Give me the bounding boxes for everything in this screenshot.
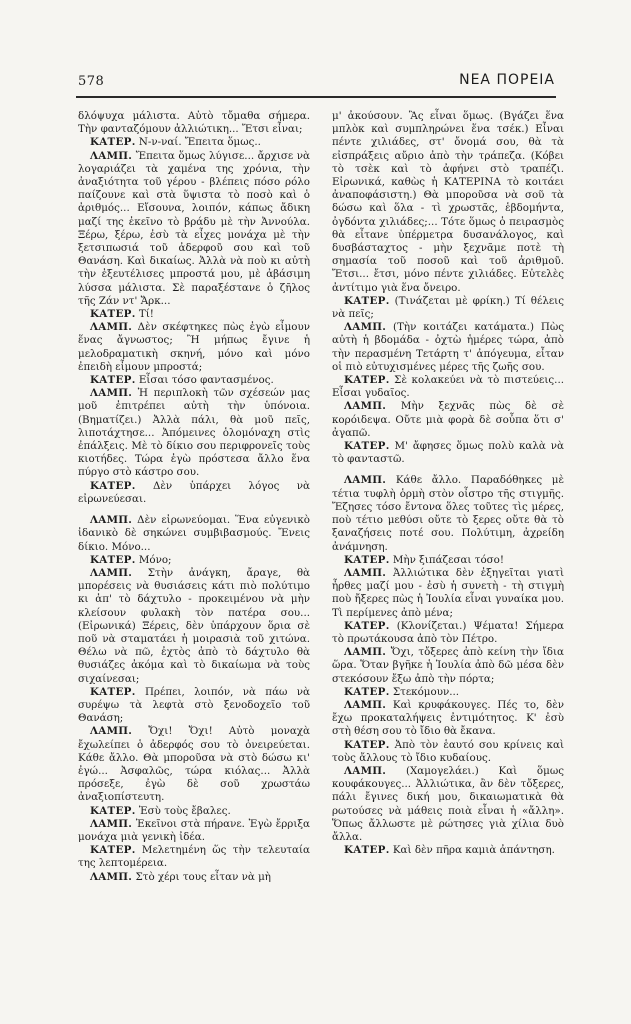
dialogue-text: Μόνο; xyxy=(138,553,172,566)
speaker-name: ΛΑΜΠ. xyxy=(90,870,133,883)
dialogue-text: Δὲν ὑπάρχει λόγος νὰ εἰρωνεύεσαι. xyxy=(78,479,310,505)
dialogue-paragraph xyxy=(78,844,310,870)
dialogue-text: Δὲν σκέφτηκες πὼς ἐγὼ εἶμουν ἕνας ἄγνωστος; Ἢ μήπως ἔγινε ἡ μελοδραματικὴ σκηνή, μόνο καὶ μόνο ἐπειδὴ εἶμουν μπροστά; xyxy=(78,321,310,373)
speaker-name: ΛΑΜΠ. xyxy=(90,817,133,830)
page-header xyxy=(78,72,555,94)
speaker-name: ΛΑΜΠ. xyxy=(90,566,133,579)
dialogue-paragraph xyxy=(78,567,310,686)
speaker-name: ΛΑΜΠ. xyxy=(90,387,133,400)
dialogue-text: Ὄχι! Ὄχι! Αὐτὸ μοναχὰ ἔχωλείπει ὁ ἀδερφός σου τὸ ὀνειρεύεται. Κάθε ἄλλο. Θὰ μποροῦσα νὰ στὸ δώσω κι' ἐγώ... Ἀσφαλῶς, τώρα κιόλας... Ἀλλὰ πρόσεξε, ἐγὼ δὲ σοῦ χρωστάω ἀναξιοπίστευτη. xyxy=(78,725,310,804)
speaker-name: ΚΑΤΕΡ. xyxy=(90,308,136,321)
dialogue-paragraph xyxy=(78,818,310,844)
dialogue-paragraph xyxy=(78,110,310,136)
dialogue-paragraph xyxy=(332,474,564,553)
dialogue-text: (Τινάζεται μὲ φρίκη.) Τί θέλεις νὰ πεῖς; xyxy=(332,294,564,321)
dialogue-paragraph xyxy=(332,374,564,400)
dialogue-text: (Χαμογελάει.) Καὶ ὅμως κουφάκουγες... Ἀλλιώτικα, ἂν δὲν τὄξερες, πάλι ἔγινες δική μου, δικαιωματικὰ θὰ ρωτούσες νὰ μάθεις ποιὰ εἶναι ἡ «ἄλλη». Ὅπως ἄλλωστε μὲ ρώτησες γιὰ χίλια δυὸ ἄλλα. xyxy=(332,764,564,843)
speaker-name: ΛΑΜΠ. xyxy=(344,400,387,413)
dialogue-paragraph xyxy=(332,321,564,374)
speaker-name: ΚΑΤΕΡ. xyxy=(90,136,136,149)
dialogue-paragraph xyxy=(78,374,310,387)
dialogue-paragraph xyxy=(78,480,310,506)
speaker-name: ΚΑΤΕΡ. xyxy=(344,619,390,632)
dialogue-paragraph xyxy=(78,308,310,321)
speaker-name: ΚΑΤΕΡ. xyxy=(90,374,136,387)
dialogue-paragraph xyxy=(332,646,564,686)
speaker-name: ΛΑΜΠ. xyxy=(90,321,133,334)
header-rule xyxy=(76,96,556,98)
speaker-name: ΚΑΤΕΡ. xyxy=(344,374,390,387)
speaker-name: ΚΑΤΕΡ. xyxy=(344,844,390,857)
dialogue-paragraph xyxy=(78,871,310,884)
dialogue-text: Ν-ν-ναί. Ἔπειτα ὅμως.. xyxy=(138,136,261,149)
dialogue-paragraph xyxy=(78,514,310,554)
dialogue-text: Ἀλλιώτικα δὲν ἐξηγεῖται γιατὶ ἦρθες μαζί μου - ἐσὺ ἡ συνετὴ - τὴ στιγμὴ ποὺ ἤξερες πὼς ἡ Ἰουλία εἶναι γυναίκα μου. Τὶ περίμενες ἀπὸ μένα; xyxy=(332,566,564,619)
speaker-name: ΚΑΤΕΡ. xyxy=(90,804,136,817)
dialogue-text: Μ' ἄφησες ὅμως πολὺ καλὰ νὰ τὸ φανταστῶ. xyxy=(332,440,564,466)
dialogue-text: Ἐκεῖνοι στὰ πήρανε. Ἐγὼ ἔρριξα μονάχα μιὰ γενικὴ ἰδέα. xyxy=(78,817,311,843)
dialogue-paragraph xyxy=(332,295,564,321)
dialogue-text: Ἀπὸ τὸν ἑαυτό σου κρίνεις καὶ τοὺς ἄλλους τὸ ἴδιο κυδαίους. xyxy=(332,738,564,764)
speaker-name: ΛΑΜΠ. xyxy=(90,725,133,738)
dialogue-text: Στεκόμουν... xyxy=(392,685,460,698)
dialogue-paragraph xyxy=(332,554,564,567)
dialogue-text: Δὲν εἰρωνεύομαι. Ἕνα εὐγενικὸ ἰδανικὸ δὲ σηκώνει συμβιβασμούς. Ἔνεις δίκιο. Μόνο... xyxy=(78,514,310,553)
dialogue-paragraph xyxy=(332,567,564,620)
speaker-name: ΛΑΜΠ. xyxy=(344,646,387,659)
dialogue-paragraph xyxy=(332,699,564,739)
dialogue-text: Στὴν ἀνάγκη, ἄραγε, θὰ μπορέσεις νὰ θυσιάσεις κάτι πιὸ πολύτιμο κι ἀπ' τὸ δάχτυλο - προκειμένου νὰ μὴν κλείσουν φυλακὴ τὸν πατέρα σου... (Εἰρωνικά) Ξέρεις, δὲν ὑπάρχουν ὅρια σὲ ποῦ νὰ σταματάει ἡ μοιρασιὰ τοῦ χιτώνα. Θέλω νὰ πῶ, ἐχτὸς ἀπὸ τὸ δάχτυλο θὰ θυσιάζες ἀκόμα καὶ τὸ δικαίωμα νὰ τοὺς σιχαίνεσαι; xyxy=(78,566,310,685)
page-number: 578 xyxy=(78,74,105,89)
dialogue-paragraph xyxy=(78,321,310,374)
dialogue-text: Καὶ δὲν πῆρα καμιὰ ἀπάντηση. xyxy=(392,844,555,857)
dialogue-paragraph xyxy=(332,739,564,765)
dialogue-paragraph xyxy=(332,686,564,699)
speaker-name: ΚΑΤΕΡ. xyxy=(90,844,136,857)
speaker-name: ΚΑΤΕΡ. xyxy=(344,294,390,307)
dialogue-paragraph xyxy=(78,150,310,308)
speaker-name: ΛΑΜΠ. xyxy=(344,321,387,334)
speaker-name: ΛΑΜΠ. xyxy=(344,764,387,777)
dialogue-text: (Κλονίζεται.) Ψέματα! Σήμερα τὸ πρωτάκουσα ἀπὸ τὸν Πέτρο. xyxy=(332,619,564,645)
dialogue-text: Στὸ χέρι τους εἶταν νὰ μὴ xyxy=(135,870,271,883)
dialogue-text: Τί! xyxy=(138,308,154,321)
speaker-name: ΚΑΤΕΡ. xyxy=(90,685,136,698)
right-column xyxy=(332,110,564,857)
speaker-name: ΛΑΜΠ. xyxy=(344,566,387,579)
speaker-name: ΛΑΜΠ. xyxy=(90,514,133,527)
dialogue-text: μ' ἀκούσουν. Ἂς εἶναι ὅμως. (Βγάζει ἕνα μπλὸκ καὶ συμπληρώνει ἕνα τσέκ.) Εἶναι πέντε χιλιάδες, στ' ὄνομά σου, θὰ τὰ εἰσπράξεις αὔριο ἀπὸ τὴν τράπεζα. (Κόβει τὸ τσὲκ καὶ τὸ ἀφήνει στὸ τραπέζι. Εἰρωνικά, καθὼς ἡ ΚΑΤΕΡΙΝΑ τὸ κοιτάει ἀναποφάσιστη.) Θὰ μποροῦσα νὰ σοῦ τὰ δώσω καὶ ὅλα - τὶ χρωστᾶς, ἑβδομήντα, ὀγδόντα χιλιάδες;... Τότε ὅμως ὁ πειρασμὸς θὰ εἶτανε ὑπέρμετρα δυσανάλογος, καὶ δυσβάσταχτος - μὴν ξεχνᾶμε ποτὲ τὴ σημασία τοῦ ποσοῦ καὶ τοῦ ἀριθμοῦ. Ἔτσι... ἔτσι, μόνο πέντε χιλιάδες. Εὐτελὲς ἀντίτιμο γιὰ ἕνα ὄνειρο. xyxy=(332,110,564,294)
dialogue-text: Μελετημένη ὥς τὴν τελευταία της λεπτομέρεια. xyxy=(78,844,310,870)
dialogue-paragraph xyxy=(332,440,564,466)
dialogue-text: Ἔπειτα ὅμως λύγισε... ἄρχισε νὰ λογαριάζει τὰ χαμένα της χρόνια, τὴν ἀναξιότητα τοῦ γέρου - βλέπεις πόσο ρόλο παίζουνε καὶ στὰ ὕψιστα τὸ ποσὸ καὶ ὁ ἀριθμός... Εἴσουνα, λοιπόν, κάπως ἄδικη μαζί της ἐκεῖνο τὸ βράδυ μὲ τὴν Ἀννούλα. Ξέρω, ξέρω, ἐσὺ τὰ εἶχες μονάχα μὲ τὴν ξετσιπωσιά τοῦ ἀδερφοῦ σου καὶ τοῦ Θανάση. Καὶ δικαίως. Ἀλλὰ νὰ ποὺ κι αὐτὴ τὴν ἐξευτέλισες μπροστά μου, μὲ ἀβάσιμη λύσσα μάλιστα. Σὲ παραξέστανε ὁ ζῆλος τῆς Ζάν ντ' Ἄρκ... xyxy=(78,149,310,307)
dialogue-paragraph xyxy=(78,554,310,567)
speaker-name: ΛΑΜΠ. xyxy=(344,474,387,487)
dialogue-text: δλόψυχα μάλιστα. Αὐτὸ τὄμαθα σήμερα. Τὴν φανταζόμουν ἀλλιώτικη... Ἔτσι εἶναι; xyxy=(78,110,310,136)
dialogue-text: Πρέπει, λοιπόν, νὰ πάω νὰ συρέψω τὰ λεφτὰ στὸ ξενοδοχεῖο τοῦ Θανάση; xyxy=(78,685,310,725)
dialogue-text: Μὴν ξιπάζεσαι τόσο! xyxy=(392,553,505,566)
journal-title: ΝΕΑ ΠΟΡΕΙΑ xyxy=(459,72,555,88)
speaker-name: ΛΑΜΠ. xyxy=(90,149,133,162)
dialogue-paragraph xyxy=(332,844,564,857)
speaker-name: ΚΑΤΕΡ. xyxy=(344,553,390,566)
dialogue-paragraph xyxy=(78,805,310,818)
speaker-name: ΛΑΜΠ. xyxy=(344,698,387,711)
dialogue-paragraph xyxy=(332,765,564,844)
dialogue-paragraph xyxy=(78,686,310,726)
dialogue-text: Μὴν ξεχνᾶς πὼς δὲ σὲ κορόιδεψα. Οὔτε μιὰ φορὰ δὲ σοὖπα ὅτι σ' ἀγαπῶ. xyxy=(332,400,564,439)
dialogue-text: Ἐσὺ τοὺς ἔβαλες. xyxy=(138,804,231,817)
dialogue-paragraph xyxy=(332,110,564,295)
dialogue-text: Καὶ κρυφάκουγες. Πές το, δὲν ἔχω προκαταλήψεις ἐντιμότητος. Κ' ἐσὺ στὴ θέση σου τὸ ἴδιο θὰ ἔκανα. xyxy=(332,698,564,738)
dialogue-text: Σὲ κολακεύει νὰ τὸ πιστεύεις... Εἶσαι γυδαῖος. xyxy=(332,374,565,400)
speaker-name: ΚΑΤΕΡ. xyxy=(90,553,136,566)
dialogue-paragraph xyxy=(332,620,564,646)
speaker-name: ΚΑΤΕΡ. xyxy=(344,685,390,698)
dialogue-text: (Τὴν κοιτάζει κατάματα.) Πὼς αὐτὴ ἡ βδομάδα - ὀχτὼ ἡμέρες τώρα, ἀπὸ τὴν περασμένη Τετάρτη τ' ἀπόγευμα, εἶταν οἱ πιὸ εὐτυχισμένες μέρες τῆς ζωῆς σου. xyxy=(332,321,564,373)
dialogue-paragraph xyxy=(78,387,310,479)
dialogue-text: Ἡ περιπλοκὴ τῶν σχέσεών μας μοῦ ἐπιτρέπει αὐτὴ τὴν ὑπόνοια. (Βηματίζει.) Ἀλλὰ πάλι, θὰ μοῦ πεῖς, λιποτάχτησε... Ἀπόμεινες ὁλομόναχη στὶς ἐπάλξεις. Μὲ τὸ δίκιο σου περιφρονεῖς τοὺς κιοτήδες. Τώρα ἐγὼ πρόστεσα ἄλλο ἕνα πύργο στὸ κάστρο σου. xyxy=(78,387,310,479)
speaker-name: ΚΑΤΕΡ. xyxy=(90,479,136,492)
speaker-name: ΚΑΤΕΡ. xyxy=(344,738,390,751)
dialogue-paragraph xyxy=(78,136,310,149)
dialogue-paragraph xyxy=(78,725,310,804)
speaker-name: ΚΑΤΕΡ. xyxy=(344,440,390,453)
left-column xyxy=(78,110,310,884)
dialogue-text: Κάθε ἄλλο. Παραδόθηκες μὲ τέτια τυφλὴ ὁρμὴ στὸν οἶστρο τῆς στιγμῆς. Ἔζησες τόσο ἔντονα ὅλες τοῦτες τὶς μέρες, ποὺ τέτιο μεθύσι οὔτε τὸ ξερες οὔτε θὰ τὸ ξαναζήσεις ποτέ σου. Πολύτιμη, ἀχρείδη ἀνάμνηση. xyxy=(332,474,564,553)
dialogue-text: Εἶσαι τόσο φαντασμένος. xyxy=(138,374,274,387)
dialogue-text: Ὄχι, τὄξερες ἀπὸ κείνη τὴν ἴδια ὥρα. Ὅταν βγῆκε ἡ Ἰουλία ἀπὸ δῶ μέσα δὲν στεκόσουν ἔξω ἀπὸ τὴν πόρτα; xyxy=(332,646,564,685)
dialogue-paragraph xyxy=(332,400,564,440)
